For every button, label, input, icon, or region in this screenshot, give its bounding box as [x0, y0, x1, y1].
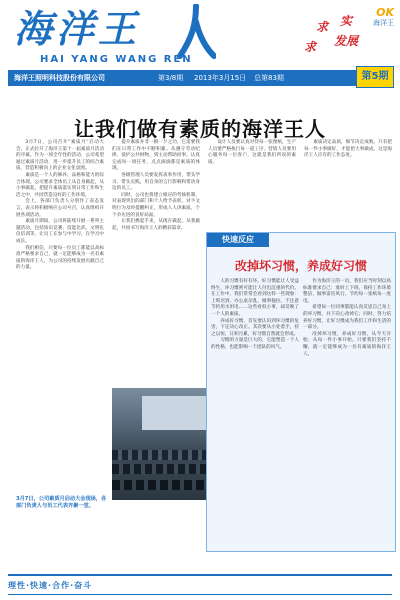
org-name: 海洋王照明科技股份有限公司 [14, 74, 105, 82]
article-column-3 [208, 140, 296, 228]
footer-bottom-rule [8, 594, 392, 595]
paragraph: 作为海洋王的一员，我们应当时刻以高标准要求自己：准时上下班、保持工作环境整洁、做事雷厉风行、节约每一张纸每一度电。 [303, 279, 391, 304]
issue-number: 第3/8期 [158, 74, 184, 82]
ok-badge: OK [376, 6, 394, 19]
quick-reaction-title: 改掉坏习惯，养成好习惯 [234, 259, 367, 273]
article-column-2 [112, 140, 200, 386]
page-headline: 让我们做有素质的海洋王人 [74, 117, 326, 142]
paragraph: 习惯的力量是巨大的，它能塑造一个人的性格，也能影响一个团队的风气。 [211, 338, 299, 350]
paragraph: 同时，公司也将建立相应的考核机制，对表现突出的部门和个人给予表彰，对不文明行为及时提醒纠正，形成人人讲素质、个个争先进的良好局面。 [112, 192, 200, 218]
paragraph: 改掉坏习惯，养成好习惯，从今天开始，从每一件小事开始。只要我们坚持不懈，就一定能够成为一名有素质的海洋王人。 [303, 331, 391, 357]
masthead-info-bar [8, 70, 392, 86]
photo-caption-left: 3月7日，公司素质月启动大会现场，各部门负责人与员工代表齐聚一堂。 [16, 496, 107, 509]
footer-slogan: 理性·快速·合作·奋斗 [8, 581, 93, 590]
slogan-char-2: 实 [340, 14, 353, 28]
page-badge: 第5期 [356, 66, 394, 88]
masthead-logo: 海洋王 [14, 6, 141, 51]
masthead-pinyin: HAI YANG WANG REN [40, 54, 193, 65]
article-column-1 [16, 140, 104, 446]
quick-reaction-tab: 快速反应 [207, 233, 269, 247]
masthead-slogan [300, 12, 370, 62]
article-column-4 [304, 140, 392, 228]
slogan-char-4: 发展 [334, 34, 359, 48]
paragraph: 素质月期间，公司将陆续开展一系列主题活动，包括知识竞赛、技能比武、文明礼仪培训等，让员工在参与中学习，在学习中成长。 [16, 219, 104, 244]
paragraph: 素质是一个人的修养、品格和能力的综合体现。公司要求全体员工从自身做起，从小事做起，把提升素质落实到日常工作和生活之中，共同营造良好的工作环境。 [16, 172, 104, 198]
paragraph: 希望每一位同事都能认真反思自己身上的坏习惯，并下决心改掉它；同时，努力培养好习惯，让好习惯成为我们工作和生活的一部分。 [303, 305, 391, 331]
slogan-char-3: 求 [304, 40, 317, 54]
issue-date: 2013年3月15日 [194, 74, 247, 82]
paragraph: 设计人员要认真对待每一张图纸，生产人员要严格执行每一道工序，营销人员要用心服务每一位客户，这就是我们所说的素质。 [208, 140, 296, 165]
paragraph: 让我们携起手来，从现在做起，从我做起，共同书写海洋王人的精彩篇章。 [112, 219, 200, 231]
paragraph: 养成好习惯，首先要认识到坏习惯的危害，下定决心改正。其次要从小处着手，持之以恒，日积月累，好习惯自然就会形成。 [211, 318, 299, 337]
paragraph: 提升素质并非一朝一夕之功，它需要我们在日常工作中不断积累。从遵守劳动纪律、爱护公共财物，到主动帮助同事、认真完成每一项任务，点点滴滴都是素质的体现。 [112, 140, 200, 172]
quick-reaction-box [206, 232, 396, 552]
paragraph: 素质决定品质，细节决定成败。只有把每一件小事做好，才能把大事做成，这是海洋王人应有的工作态度。 [304, 140, 392, 159]
ok-badge-sub: 海洋王 [373, 19, 394, 27]
paragraph: 我们相信，只要每一位员工都能以高标准严格要求自己，就一定能够成为一名有素质的海洋王人，为公司的持续发展贡献自己的力量。 [16, 245, 104, 271]
paragraph: 人的习惯有好有坏。好习惯能让人受益终生，坏习惯则可能让人付出沉重的代价。在工作中，我们常常会看到这样一些现象：上班迟到、办公桌杂乱、做事拖拉、不注意节约用水用电……这些看似小事，却反映了一个人的素质。 [211, 279, 299, 317]
logo-ren-mark [176, 4, 216, 60]
paragraph: 3月7日，公司召开“素质月”启动大会，正式拉开了海洋王第十一届素质月活动的序幕。作为一项全年性的活动，公司希望通过素质月活动，进一步提升员工的综合素质，营造积极向上的企业文化氛围。 [16, 140, 104, 172]
slogan-char-1: 求 [316, 20, 329, 34]
quick-column-1 [211, 279, 299, 545]
quick-column-2 [303, 279, 391, 545]
paragraph: 会上，各部门负责人分别作了表态发言，表示将积极响应公司号召，认真组织开展各项活动。 [16, 199, 104, 218]
paragraph: 各级管理人员要发挥表率作用，带头学习、带头实践，用自身的言行影响和带动身边的员工。 [112, 172, 200, 192]
edition-number: 总第83期 [254, 74, 284, 82]
masthead [0, 0, 400, 92]
page-footer [0, 560, 400, 600]
